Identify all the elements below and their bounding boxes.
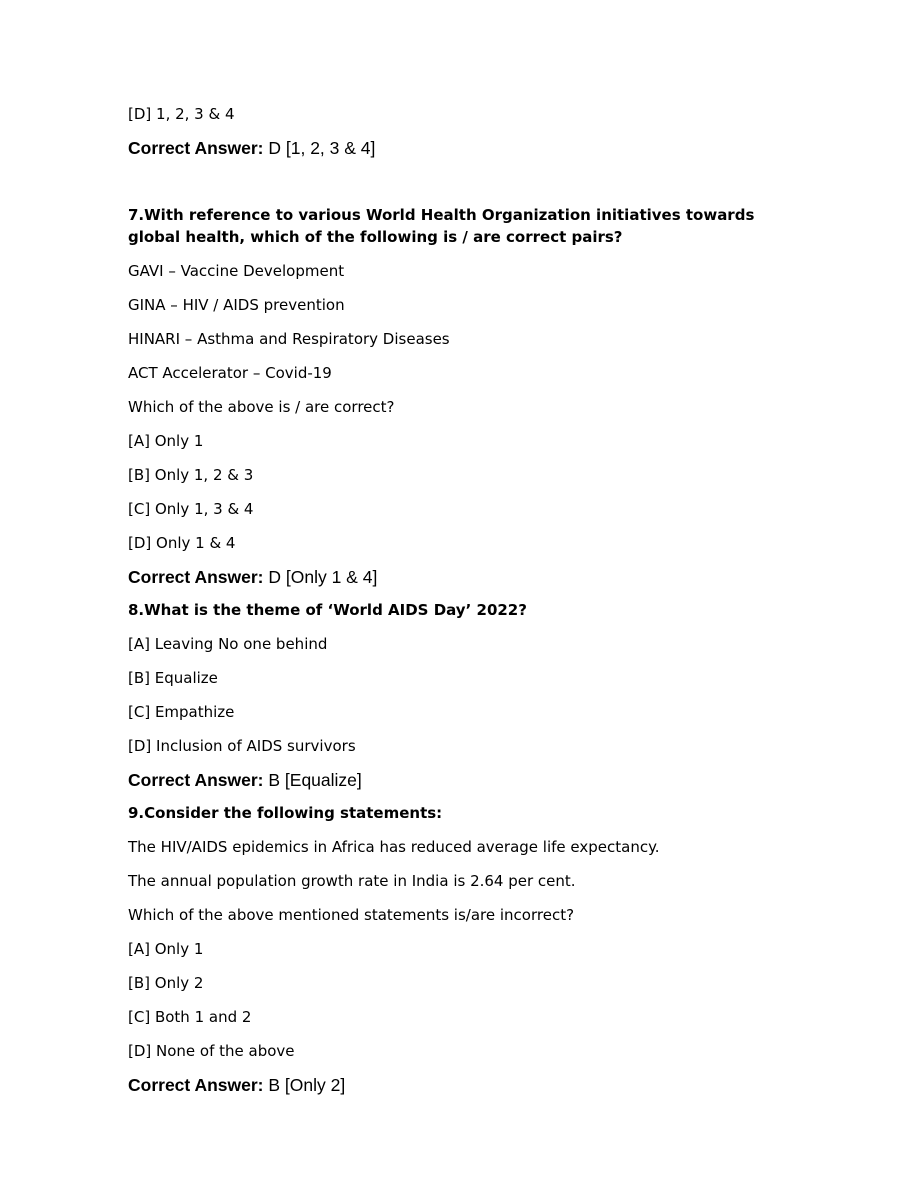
q9-statement-2: The annual population growth rate in India is 2.64 per cent. (128, 872, 576, 890)
q8-option-c: [C] Empathize (128, 703, 235, 721)
q8-option-a: [A] Leaving No one behind (128, 635, 328, 653)
q6-option-d: [D] 1, 2, 3 & 4 (128, 105, 235, 123)
answer-value: D [Only 1 & 4] (268, 567, 378, 587)
q7-option-a: [A] Only 1 (128, 432, 204, 450)
q7-correct-answer (128, 565, 377, 589)
answer-value: B [Equalize] (268, 770, 362, 790)
q7-item-2: GINA – HIV / AIDS prevention (128, 296, 345, 314)
q7-option-b: [B] Only 1, 2 & 3 (128, 466, 254, 484)
q8-option-d: [D] Inclusion of AIDS survivors (128, 737, 356, 755)
q7-prompt: Which of the above is / are correct? (128, 398, 395, 416)
q8-option-b: [B] Equalize (128, 669, 218, 687)
document-page (128, 0, 788, 1200)
q8-question: 8.What is the theme of ‘World AIDS Day’ 2022? (128, 601, 527, 619)
q6-correct-answer (128, 136, 375, 160)
q9-statement-1: The HIV/AIDS epidemics in Africa has reduced average life expectancy. (128, 838, 660, 856)
q7-question: 7.With reference to various World Health Organization initiatives towards global health, which of the following is / are correct pairs? (128, 206, 755, 246)
answer-value: B [Only 2] (268, 1075, 346, 1095)
q7-item-3: HINARI – Asthma and Respiratory Diseases (128, 330, 450, 348)
answer-label: Correct Answer: (128, 138, 264, 158)
q9-option-c: [C] Both 1 and 2 (128, 1008, 252, 1026)
q9-question: 9.Consider the following statements: (128, 804, 443, 822)
answer-label: Correct Answer: (128, 567, 264, 587)
q8-correct-answer (128, 768, 362, 792)
q9-option-a: [A] Only 1 (128, 940, 204, 958)
q9-option-d: [D] None of the above (128, 1042, 295, 1060)
q7-option-d: [D] Only 1 & 4 (128, 534, 236, 552)
q9-option-b: [B] Only 2 (128, 974, 204, 992)
q7-item-1: GAVI – Vaccine Development (128, 262, 345, 280)
answer-label: Correct Answer: (128, 1075, 264, 1095)
q7-item-4: ACT Accelerator – Covid-19 (128, 364, 332, 382)
answer-value: D [1, 2, 3 & 4] (268, 138, 376, 158)
q9-prompt: Which of the above mentioned statements is/are incorrect? (128, 906, 575, 924)
q7-option-c: [C] Only 1, 3 & 4 (128, 500, 254, 518)
answer-label: Correct Answer: (128, 770, 264, 790)
q9-correct-answer (128, 1073, 345, 1097)
